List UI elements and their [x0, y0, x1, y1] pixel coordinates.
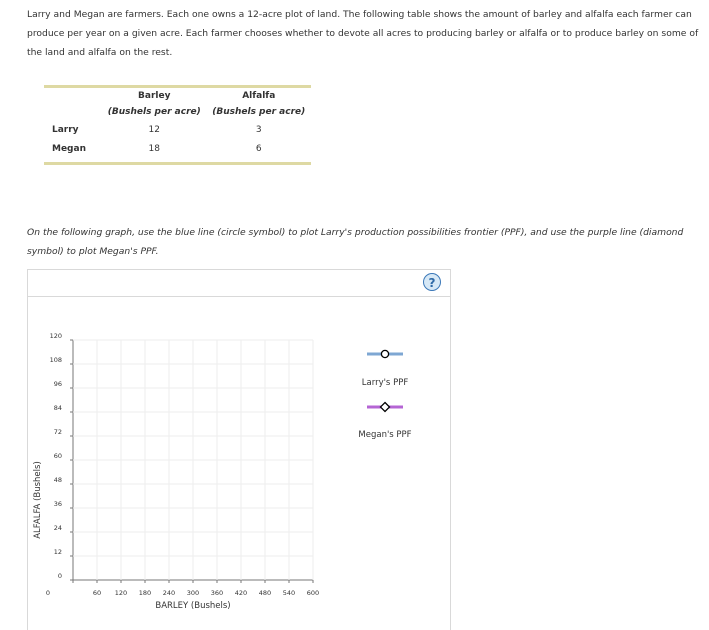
megan-alfalfa-cell: 6: [255, 143, 262, 154]
x-tick-label: 420: [234, 589, 248, 597]
megan-diamond-tool-icon[interactable]: [381, 403, 390, 412]
x-axis-label: BARLEY (Bushels): [155, 601, 231, 611]
x-tick-label: 480: [258, 589, 272, 597]
y-tick-label: 24: [53, 524, 62, 532]
y-tick-label: 84: [53, 404, 62, 412]
x-tick-label: 600: [306, 589, 320, 597]
larry-alfalfa-cell: 3: [255, 124, 262, 135]
x-tick-label: 180: [138, 589, 152, 597]
productivity-table: [44, 85, 311, 165]
table-bottom-rule: [44, 162, 311, 165]
graph-panel-header: [28, 270, 450, 297]
row-label-larry: Larry: [52, 124, 79, 135]
x-tick-label: 540: [282, 589, 296, 597]
legend-larry-label: Larry's PPF: [361, 378, 409, 388]
legend-megan-label: Megan's PPF: [358, 430, 412, 440]
alfalfa-subheader: (Bushels per acre): [212, 107, 306, 117]
row-label-megan: Megan: [52, 143, 86, 154]
x-tick-label: 240: [162, 589, 176, 597]
intro-text: Larry and Megan are farmers. Each one owns a 12-acre plot of land. The following table shows the amount of barley and alfalfa each farmer can produce per year on a given acre. Each farmer chooses whether to devote all acres to producing barley or alfalfa or to produce barley on some of the land and alfalfa on the rest.: [27, 9, 699, 58]
x-tick-label: 60: [92, 589, 102, 597]
x-tick-label: 120: [114, 589, 128, 597]
x-tick-label: 0: [45, 589, 51, 597]
y-tick-label: 108: [49, 356, 62, 364]
y-tick-label: 72: [53, 428, 62, 436]
larry-circle-tool-icon[interactable]: [381, 350, 388, 357]
table-row: [44, 139, 311, 158]
y-tick-label: 96: [53, 380, 62, 388]
help-icon[interactable]: ?: [423, 273, 441, 291]
barley-header: Barley: [138, 91, 171, 101]
x-tick-label: 360: [210, 589, 224, 597]
y-tick-label: 60: [53, 452, 62, 460]
y-tick-label: 120: [49, 332, 62, 340]
y-tick-label: 12: [53, 548, 62, 556]
y-axis-label: ALFALFA (Bushels): [33, 461, 43, 539]
y-tick-label: 0: [57, 572, 62, 580]
ppf-graph[interactable]: [27, 296, 449, 625]
larry-barley-cell: 12: [148, 124, 160, 135]
megan-barley-cell: 18: [148, 143, 160, 154]
y-tick-label: 36: [53, 500, 62, 508]
graph-instructions: On the following graph, use the blue line (circle symbol) to plot Larry's production possibilities frontier (PPF), and use the purple line (diamond symbol) to plot Megan's PPF.: [27, 227, 684, 257]
barley-subheader: (Bushels per acre): [107, 107, 201, 117]
legend: [358, 350, 411, 440]
y-tick-label: 48: [53, 476, 62, 484]
table-row: [44, 120, 311, 139]
alfalfa-header: Alfalfa: [242, 91, 276, 101]
x-tick-label: 300: [186, 589, 200, 597]
